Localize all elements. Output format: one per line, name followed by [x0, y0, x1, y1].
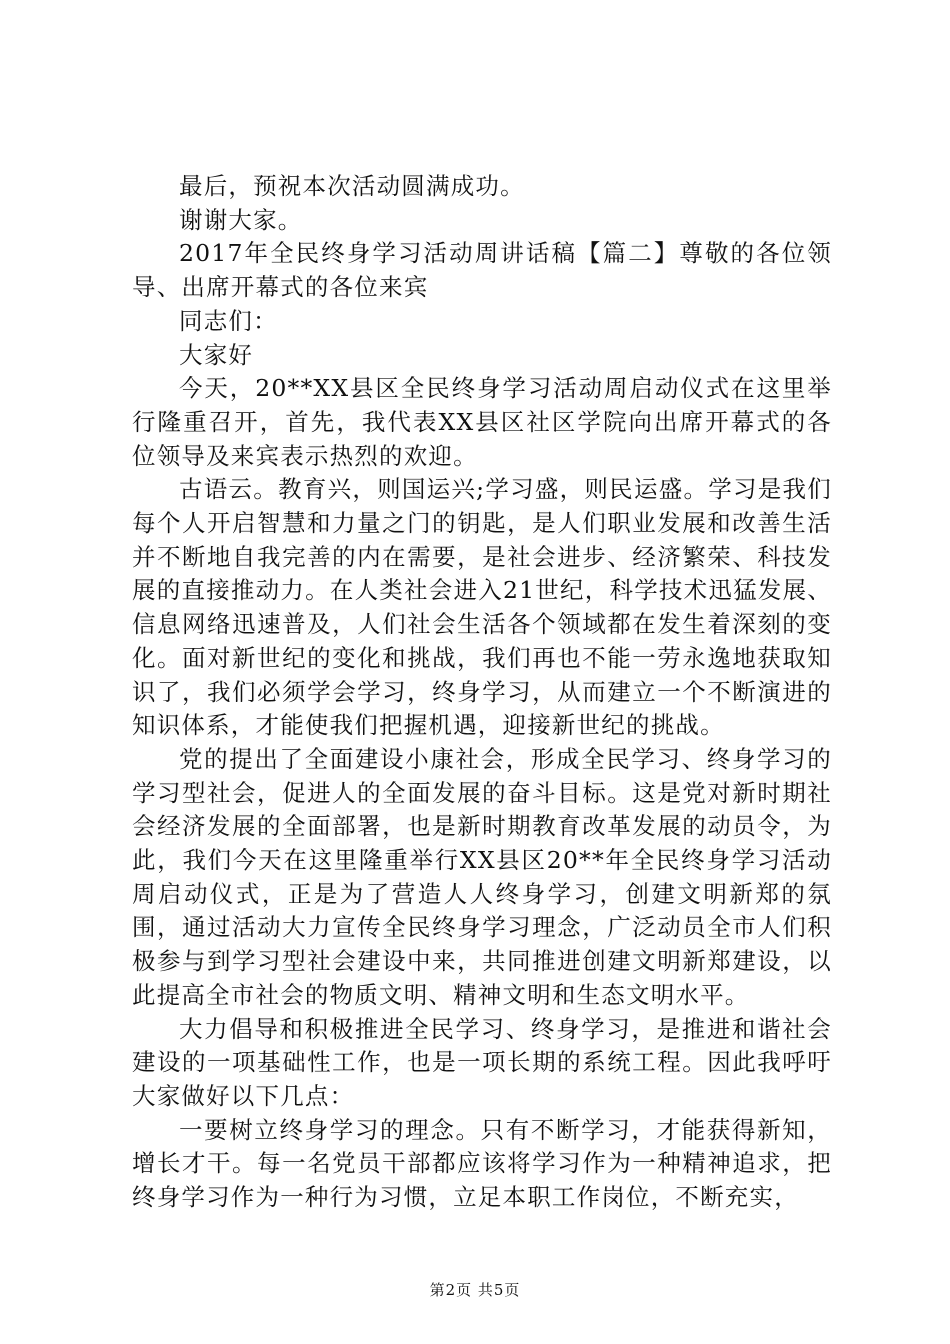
paragraph-closing-wish: 最后，预祝本次活动圆满成功。: [179, 172, 525, 200]
paragraph-thanks: 谢谢大家。: [179, 205, 303, 234]
paragraph-ancient-saying: 古语云。教育兴，则国运兴;学习盛，则民运盛。学习是我们每个人开启智慧和力量之门的钥匙，是人们职业发展和改善生活并不断地自我完善的内在需要，是社会进步、经济繁荣、科技发展的直接推动力。在人类社会进入21世纪，科学技术迅猛发展、信息网络迅速普及，人们社会生活各个领域都在发生着深刻的变化。面对新世纪的变化和挑战，我们再也不能一劳永逸地获取知识了，我们必须学会学习，终身学习，从而建立一个不断演进的知识体系，才能使我们把握机遇，迎接新世纪的挑战。: [132, 475, 832, 740]
paragraph-speech-title: 2017年全民终身学习活动周讲话稿【篇二】尊敬的各位领导、出席开幕式的各位来宾: [132, 239, 832, 302]
paragraph-welcome: 今天，20**XX县区全民终身学习活动周启动仪式在这里举行隆重召开，首先，我代表XX县区社区学院向出席开幕式的各位领导及来宾表示热烈的欢迎。: [132, 374, 832, 470]
document-body: [132, 170, 832, 1215]
paragraph-point-one: 一要树立终身学习的理念。只有不断学习，才能获得新知，增长才干。每一名党员干部都应该将学习作为一种精神追求，把终身学习作为一种行为习惯，立足本职工作岗位，不断充实，: [132, 1115, 832, 1212]
page-number-footer: 第2页 共5页: [429, 1281, 521, 1299]
paragraph-salutation: 同志们：: [179, 306, 278, 335]
paragraph-greeting: 大家好: [179, 340, 254, 369]
paragraph-appeal: 大力倡导和积极推进全民学习、终身学习，是推进和谐社会建设的一项基础性工作，也是一项长期的系统工程。因此我呼吁大家做好以下几点：: [132, 1014, 832, 1110]
paragraph-party-goal: 党的提出了全面建设小康社会，形成全民学习、终身学习的学习型社会，促进人的全面发展的奋斗目标。这是党对新时期社会经济发展的全面部署，也是新时期教育改革发展的动员令，为此，我们今天在这里隆重举行XX县区20**年全民终身学习活动周启动仪式，正是为了营造人人终身学习，创建文明新郑的氛围，通过活动大力宣传全民终身学习理念，广泛动员全市人们积极参与到学习型社会建设中来，共同推进创建文明新郑建设，以此提高全市社会的物质文明、精神文明和生态文明水平。: [132, 744, 832, 1009]
